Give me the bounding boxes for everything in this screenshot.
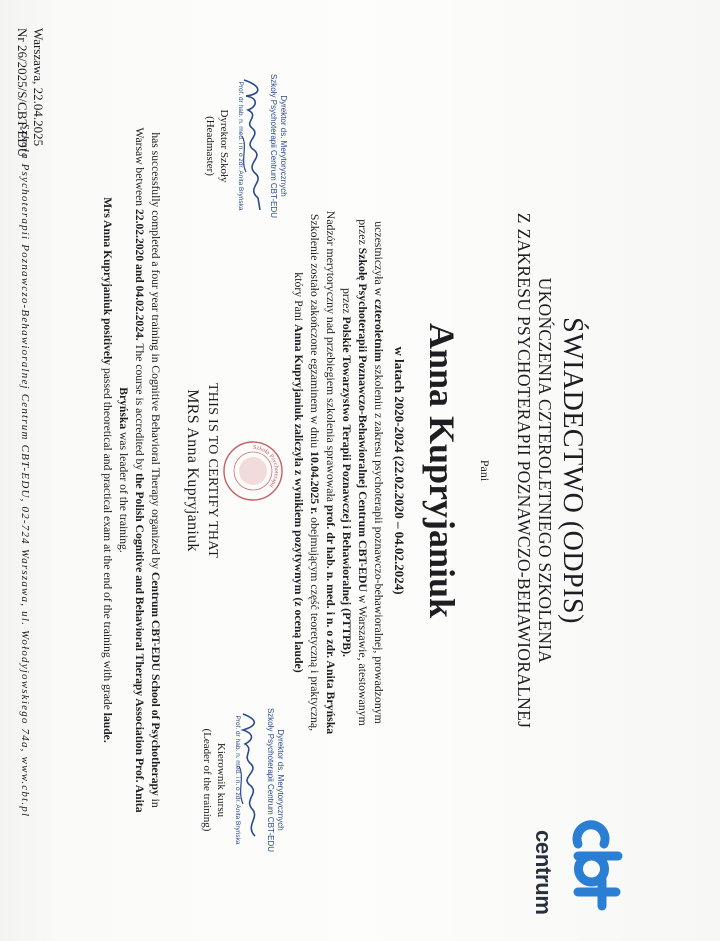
official-seal xyxy=(217,440,284,502)
subtitle-line-1: UKOŃCZENIA CZTEROLETNIEGO SZKOLENIA xyxy=(535,277,555,664)
english-recipient-name: MRS Anna Kupryjaniuk xyxy=(184,389,201,552)
stamp-line: Szkoły Psychoterapii Centrum CBT-EDU xyxy=(266,707,275,853)
en-text: has successfully completed a four year training in Cognitive Behavioral Therapy organized by xyxy=(149,132,162,573)
english-body-text xyxy=(99,120,163,820)
en-text-bold: Centrum CBT-EDU School of Psychotherapy xyxy=(149,572,162,796)
subtitle-line-2: Z ZAKRESU PSYCHOTERAPII POZNAWCZO-BEHAWIORALNEJ xyxy=(514,212,534,729)
pl-text: Szkolenie zostało zakończone egzaminem w dniu xyxy=(308,213,322,452)
pl-text: w Warszawie, atestowanym przez xyxy=(340,288,370,726)
pl-text-bold: Anna Kupryjaniuk zaliczyła z wynikiem pozytywnym (z oceną laude) xyxy=(292,324,306,673)
polish-body-text xyxy=(291,210,387,735)
en-text: was leader of the training. xyxy=(117,429,130,553)
footer-address: Szkoła Psychoterapii Poznawczo-Behawioralnej Centrum CBT-EDU, 02-724 Warszawa, ul. Wołodyjowskiego 74a, www.cbt.pl xyxy=(19,123,31,818)
seal-text: Szkoła Psychoterapii xyxy=(252,444,280,489)
recipient-name: Anna Kupryjaniuk xyxy=(422,322,462,619)
stamp-headmaster xyxy=(268,66,288,226)
role-en: (Headmaster) xyxy=(204,116,216,176)
pl-text-bold: Polskie Towarzystwo Terapii Poznawczej i Behawioralnej (PTTPB). xyxy=(340,316,354,657)
handwritten-signature xyxy=(233,710,263,850)
en-text: in Warsaw between xyxy=(133,127,162,808)
english-paragraph-2 xyxy=(99,120,115,820)
salutation: Pani xyxy=(478,459,492,482)
en-text-bold: 22.02.2020 and 04.02.2024. xyxy=(133,208,146,341)
en-text: passed theoretical and practical exam at the end of the training with grade xyxy=(101,365,114,713)
certificate-subtitle xyxy=(513,0,555,941)
pl-text-bold: Szkołę Psychoterapii Poznawczo-Behawioralnej Centrum CBT-EDU xyxy=(356,247,370,592)
polish-paragraph-2 xyxy=(323,210,339,735)
stamp-course-leader xyxy=(265,700,285,860)
seal-icon xyxy=(222,440,284,502)
document-number: Nr 26/2025/S/CBT-EDU xyxy=(15,28,30,158)
english-certify-heading: THIS IS TO CERTIFY THAT xyxy=(205,382,220,559)
polish-paragraph-4 xyxy=(291,210,307,735)
pl-text-bold: czteroletnim xyxy=(372,299,386,362)
pl-text: który Pani xyxy=(292,272,306,325)
logo-wordmark: centrum xyxy=(531,830,556,915)
certificate-title: ŚWIADECTWO (ODPIS) xyxy=(557,317,588,624)
en-text-bold: the Polish Cognitive and Behavioral Therapy Association Prof. Anita Bryńska xyxy=(117,387,146,813)
pl-text: obejmującym część teoretyczną i praktyczną, xyxy=(308,514,322,732)
pl-text: szkoleniu z zakresu psychoterapii poznawczo-behawioralnej, prowadzonym przez xyxy=(356,219,386,724)
role-pl: Kierownik kursu xyxy=(215,742,227,818)
role-en: (Leader of the training) xyxy=(201,728,213,832)
en-text: The course is accredited by xyxy=(133,340,146,474)
stamp-line: Dyrektor ds. Merytorycznych xyxy=(276,729,285,831)
polish-paragraph-1 xyxy=(339,210,387,735)
english-paragraph-1 xyxy=(115,120,163,820)
pl-text: uczestniczyła w xyxy=(372,221,386,300)
years-prefix: w latach xyxy=(392,346,407,394)
stamp-line: Dyrektor ds. Merytorycznych xyxy=(279,95,288,197)
en-text-bold: Mrs Anna Kupryjaniuk positively xyxy=(101,197,114,366)
years-value: 2020-2024 (22.02.2020 – 04.02.2024) xyxy=(392,396,407,595)
stamp-name: Prof. dr hab. n. med. i n. o zdr. Anita Bryńska xyxy=(237,81,244,211)
role-pl: Dyrektor Szkoły xyxy=(218,109,230,183)
training-years xyxy=(391,0,407,941)
handwritten-signature xyxy=(236,76,266,216)
stamp-name: Prof. dr hab. n. med. i n. o zdr. Anita Bryńska xyxy=(234,715,241,845)
polish-paragraph-3 xyxy=(307,210,323,735)
issue-date: Warszawa, 22.04.2025 xyxy=(31,28,46,147)
pl-text: Nadzór merytoryczny nad przebiegiem szkolenia sprawowała xyxy=(324,210,338,505)
en-text-bold: laude. xyxy=(101,712,114,743)
pl-text-bold: prof. dr hab. n. med. i n. o zdr. Anita Bryńska xyxy=(324,504,338,735)
pl-text-bold: 10.04.2025 r. xyxy=(308,451,322,515)
stamp-line: Szkoły Psychoterapii Centrum CBT-EDU xyxy=(269,73,278,219)
